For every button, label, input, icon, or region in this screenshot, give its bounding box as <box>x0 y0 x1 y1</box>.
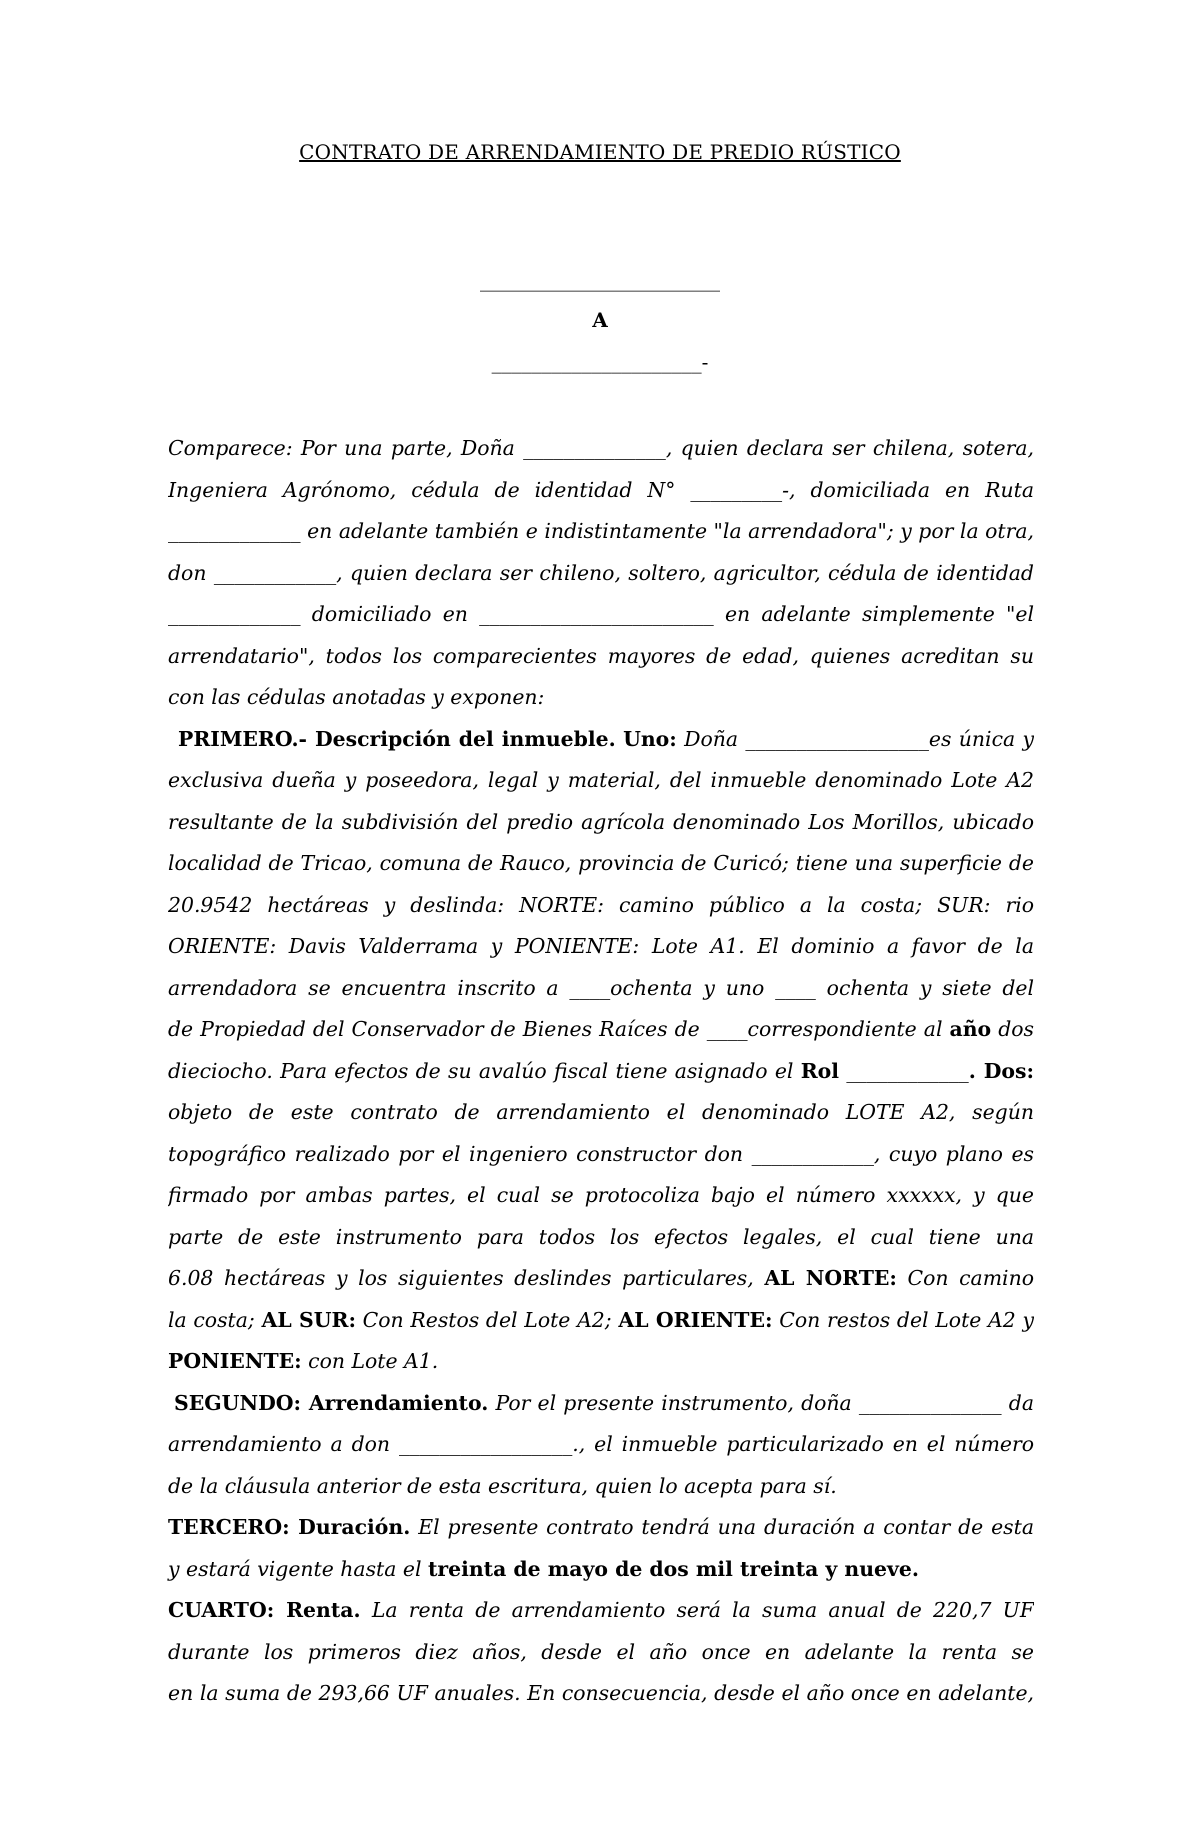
sur-text: la costa; <box>168 1307 262 1332</box>
primero-line: 20.9542 hectáreas y deslinda: NORTE: camino público a la costa; SUR: rio <box>168 892 1034 917</box>
segundo-line: de la cláusula anterior de esta escritura, quien lo acepta para sí. <box>168 1473 837 1498</box>
rol-blank: ____________ <box>839 1058 969 1083</box>
oriente-mid: Con restos del Lote A2 y <box>772 1307 1034 1332</box>
tercero-end-date: treinta de mayo de dos mil treinta y nueve. <box>427 1556 919 1581</box>
primero-line1-text: Doña __________________es única y <box>676 726 1034 751</box>
document-title: CONTRATO DE ARRENDAMIENTO DE PREDIO RÚSTICO <box>299 140 901 164</box>
norte-text: 6.08 hectáreas y los siguientes deslindes particulares, <box>168 1266 765 1290</box>
party-blank-bottom: _____________________- <box>491 350 709 374</box>
primero-conservador-line <box>168 1009 1034 1051</box>
primero-line: objeto de este contrato de arrendamiento el denominado LOTE A2, según <box>168 1100 1034 1124</box>
cuarto-line: en la suma de 293,66 UF anuales. En consecuencia, desde el año once en adelante, <box>168 1681 1034 1705</box>
al-sur-bold: AL SUR: <box>261 1307 356 1332</box>
segundo-first-line <box>168 1383 1034 1425</box>
tercero-line1-text: El presente contrato tendrá una duración a contar de esta <box>418 1515 1034 1539</box>
comparece-line: con las cédulas anotadas y exponen: <box>168 685 545 709</box>
primero-uno-label: Uno: <box>623 726 677 751</box>
rol-bold: Rol <box>800 1058 840 1083</box>
conservador-ano-bold: año <box>949 1017 992 1041</box>
primero-line: parte de este instrumento para todos los efectos legales, el cual tiene una <box>168 1224 1034 1249</box>
primero-rol-line <box>168 1051 1034 1093</box>
segundo-heading: SEGUNDO: Arrendamiento. <box>174 1390 489 1415</box>
rol-text: dieciocho. Para efectos de su avalúo fiscal tiene asignado el <box>168 1058 801 1083</box>
dos-label: . Dos: <box>968 1058 1034 1083</box>
conservador-post: dos <box>998 1017 1034 1041</box>
tercero-second-line <box>168 1549 1034 1591</box>
poniente-bold: PONIENTE: <box>168 1349 302 1373</box>
al-norte-bold: AL NORTE: <box>764 1266 897 1290</box>
primero-line: resultante de la subdivisión del predio agrícola denominado Los Morillos, ubicado <box>168 809 1034 834</box>
cuarto-line: durante los primeros diez años, desde el año once en adelante la renta se <box>168 1639 1034 1664</box>
primero-line: topográfico realizado por el ingeniero constructor don ____________, cuyo plano es <box>168 1141 1034 1166</box>
norte-post: Con camino <box>907 1266 1034 1290</box>
comparece-line: Ingeniera Agrónomo, cédula de identidad N° _________-, domiciliada en Ruta <box>168 477 1034 502</box>
al-oriente-bold: AL ORIENTE: <box>618 1307 773 1332</box>
conservador-text: de Propiedad del Conservador de Bienes Raíces de ____correspondiente al <box>168 1017 950 1041</box>
segundo-line: arrendamiento a don _________________., el inmueble particularizado en el número <box>168 1432 1034 1456</box>
segundo-line1-text: Por el presente instrumento, doña ______________ da <box>495 1390 1034 1415</box>
comparece-line: _____________ domiciliado en _______________________ en adelante simplemente "el <box>168 602 1034 626</box>
primero-line: localidad de Tricao, comuna de Rauco, provincia de Curicó; tiene una superficie de <box>168 851 1034 875</box>
comparece-line: arrendatario", todos los comparecientes mayores de edad, quienes acreditan su <box>168 643 1034 668</box>
comparece-line: _____________ en adelante también e indistintamente "la arrendadora"; y por la otra, <box>168 519 1034 543</box>
primero-sur-line <box>168 1300 1034 1342</box>
tercero-first-line <box>168 1507 1034 1549</box>
comparece-line: Comparece: Por una parte, Doña ______________, quien declara ser chilena, sotera, <box>168 436 1034 460</box>
poniente-post: con Lote A1. <box>301 1349 439 1373</box>
cuarto-heading: CUARTO: Renta. <box>168 1598 361 1622</box>
primero-heading: PRIMERO.- Descripción del inmueble. <box>178 726 616 751</box>
primero-first-line <box>168 719 1034 761</box>
party-separator-a: A <box>592 308 608 332</box>
primero-line: exclusiva dueña y poseedora, legal y material, del inmueble denominado Lote A2 <box>168 768 1034 792</box>
cuarto-line1-text: La renta de arrendamiento será la suma anual de 220,7 UF <box>371 1598 1034 1622</box>
primero-line: ORIENTE: Davis Valderrama y PONIENTE: Lote A1. El dominio a favor de la <box>168 934 1034 958</box>
primero-line: arrendadora se encuentra inscrito a ____ochenta y uno ____ ochenta y siete del <box>168 975 1034 1000</box>
primero-line: firmado por ambas partes, el cual se protocoliza bajo el número xxxxxx, y que <box>168 1183 1034 1207</box>
cuarto-first-line <box>168 1590 1034 1632</box>
comparece-line: don ____________, quien declara ser chileno, soltero, agricultor, cédula de identidad <box>168 560 1034 585</box>
primero-poniente-line <box>168 1341 1034 1383</box>
contract-body <box>168 428 1034 1715</box>
tercero-line2-text: y estará vigente hasta el <box>168 1556 428 1581</box>
sur-mid: Con Restos del Lote A2; <box>355 1307 619 1332</box>
tercero-heading: TERCERO: Duración. <box>168 1515 411 1539</box>
party-blank-top: ________________________ <box>480 268 720 292</box>
primero-norte-line <box>168 1258 1034 1300</box>
